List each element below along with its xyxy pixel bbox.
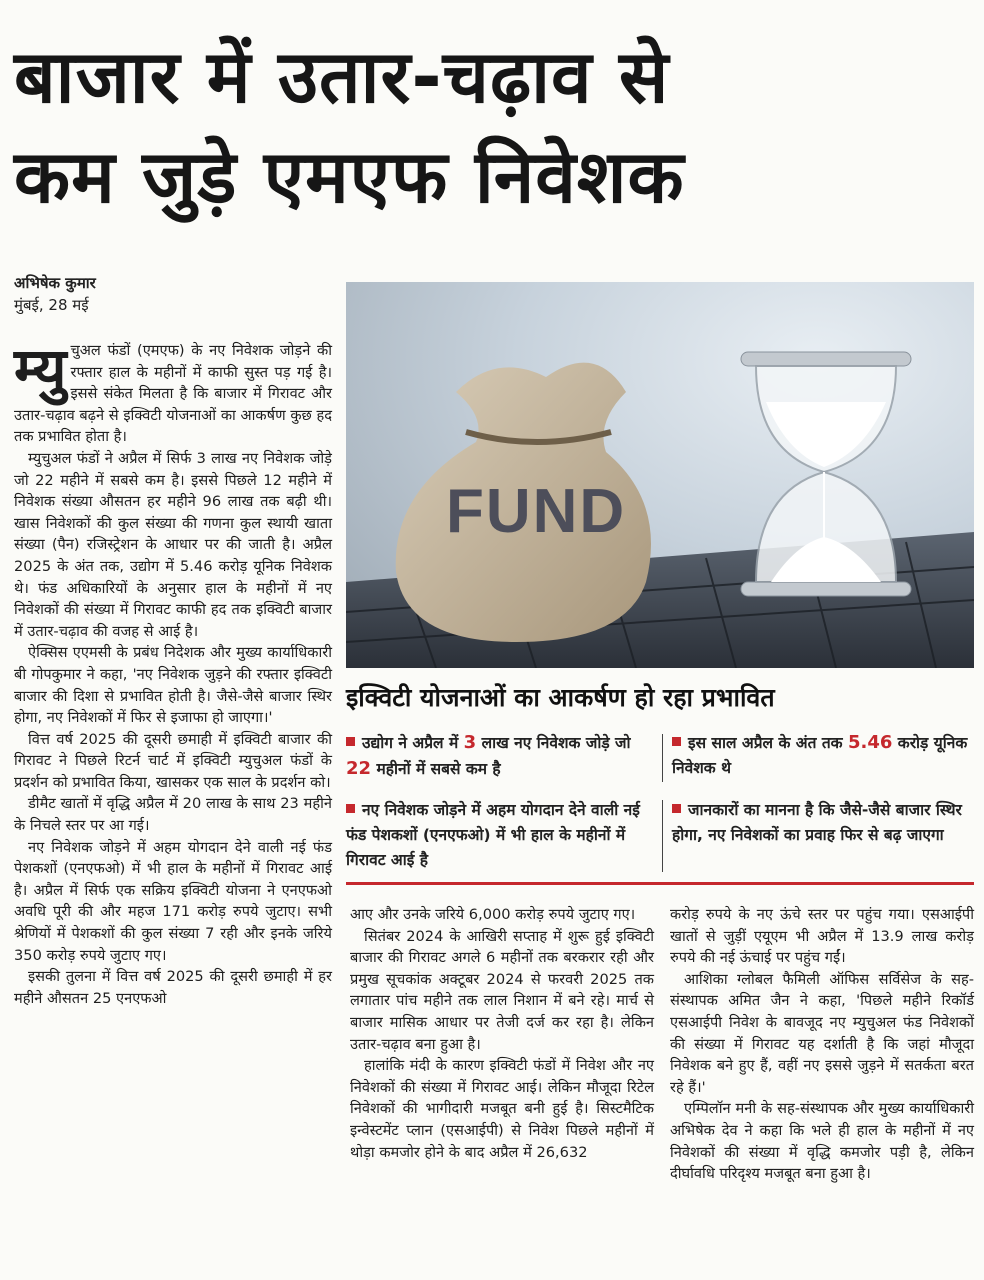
photo-illustration [346, 282, 974, 668]
article-paragraph: करोड़ रुपये के नए ऊंचे स्तर पर पहुंच गया। एसआईपी खातों से जुड़ीं एयूएम भी अप्रैल में 13.9 लाख करोड़ रुपये की नई ऊंचाई पर पहुंच गईं। [670, 906, 974, 967]
article-column-1 [14, 335, 332, 1009]
section-rule [346, 882, 974, 885]
article-paragraph: नए निवेशक जोड़ने में अहम योगदान देने वाली नई फंड पेशकशों (एनएफओ) में भी हाल के महीनों में गिरावट आई है। अप्रैल में सिर्फ एक सक्रिय इक्विटी योजना ने एनएफओ अवधि पूरी की और महज 171 करोड़ रुपये जुटाए। सभी श्रेणियों में पेशकशों की कुल संख्या 7 रही और इनके जरिये 350 करोड़ रुपये जुटाए गए। [14, 838, 332, 964]
bag-fund-text: FUND [446, 477, 627, 546]
headline [14, 28, 974, 228]
article-column-3 [670, 904, 974, 1185]
bullet-square-icon [672, 737, 681, 746]
article-column-2 [350, 904, 654, 1163]
headline-line-2: कम जुड़े एमएफ निवेशक [14, 135, 685, 220]
highlight-divider [662, 800, 663, 872]
headline-line-1: बाजार में उतार-चढ़ाव से [14, 35, 670, 120]
highlights-title: इक्विटी योजनाओं का आकर्षण हो रहा प्रभावित [346, 683, 775, 712]
highlight-bullet-2: इस साल अप्रैल के अंत तक 5.46 करोड़ यूनिक निवेशक थे [672, 732, 968, 777]
drop-cap: म्यु [14, 335, 67, 403]
article-paragraph: म्युचुअल फंडों ने अप्रैल में सिर्फ 3 लाख नए निवेशक जोड़े जो 22 महीने में सबसे कम है। इससे पिछले 12 महीने में निवेशक संख्या औसतन हर महीने 96 लाख तक बढ़ी थी। खास निवेशकों की कुल संख्या की गणना कुल स्थायी खाता संख्या (पैन) रजिस्ट्रेशन के आधार पर की जाती है। अप्रैल 2025 के अंत तक, उद्योग में 5.46 करोड़ यूनिक निवेशक थे। फंड अधिकारियों के अनुसार हाल के महीनों में नए निवेशकों की संख्या में गिरावट काफी हद तक इक्विटी बाजार में उतार-चढ़ाव की वजह से आई है। [14, 449, 332, 640]
article-paragraph: इसकी तुलना में वित्त वर्ष 2025 की दूसरी छमाही में हर महीने औसतन 25 एनएफओ [14, 968, 332, 1007]
bullet-square-icon [672, 804, 681, 813]
highlight-bullet-4: जानकारों का मानना है कि जैसे-जैसे बाजार स्थिर होगा, नए निवेशकों का प्रवाह फिर से बढ़ जाएगा [672, 801, 962, 844]
article-paragraph: म्यु चुअल फंडों (एमएफ) के नए निवेशक जोड़ने की रफ्तार हाल के महीनों में काफी सुस्त पड़ गई है। इससे संकेत मिलता है कि बाजार में गिरावट और उतार-चढ़ाव बढ़ने से इक्विटी योजनाओं का आकर्षण कुछ हद तक प्रभावित होता है। [14, 335, 332, 446]
article-paragraph: वित्त वर्ष 2025 की दूसरी छमाही में इक्विटी बाजार की गिरावट ने पिछले रिटर्न चार्ट में इक्विटी म्युचुअल फंडों के प्रदर्शन को प्रभावित किया, खासकर एक साल के प्रदर्शन को। [14, 730, 332, 791]
byline-author: अभिषेक कुमार [14, 274, 96, 292]
byline-dateline: मुंबई, 28 मई [14, 296, 89, 314]
article-paragraph: एम्पिलॉन मनी के सह-संस्थापक और मुख्य कार्याधिकारी अभिषेक देव ने कहा कि भले ही हाल के महीनों में नए निवेशकों की संख्या में वृद्धि कमजोर पड़ी है, लेकिन दीर्घावधि परिदृश्य मजबूत बना हुआ है। [670, 1100, 974, 1183]
bullet-square-icon [346, 804, 355, 813]
article-paragraph: ऐक्सिस एएमसी के प्रबंध निदेशक और मुख्य कार्याधिकारी बी गोपकुमार ने कहा, 'नए निवेशक जुड़ने की रफ्तार इक्विटी बाजार की दिशा से प्रभावित होती है। जैसे-जैसे बाजार स्थिर होगा, नए निवेशकों में फिर से इजाफा हो जाएगा।' [14, 644, 332, 727]
bullet-square-icon [346, 737, 355, 746]
article-paragraph: सितंबर 2024 के आखिरी सप्ताह में शुरू हुई इक्विटी बाजार की गिरावट अगले 6 महीनों तक बरकरार रही और प्रमुख सूचकांक अक्टूबर 2024 से फरवरी 2025 तक लगातार पांच महीने तक लाल निशान में बने रहे। मार्च से बाजार मासिक आधार पर तेजी दर्ज कर रहा है। लेकिन उतार-चढ़ाव बना हुआ है। [350, 927, 654, 1053]
article-paragraph: आशिका ग्लोबल फैमिली ऑफिस सर्विसेज के सह-संस्थापक अमित जैन ने कहा, 'पिछले महीने रिकॉर्ड एसआईपी निवेश के बावजूद नए म्युचुअल फंड निवेशकों की संख्या में गिरावट यह दर्शाती है कि जहां मौजूदा निवेशक बने हुए हैं, वहीं नए इससे जुड़ने में सतर्कता बरत रहे हैं।' [670, 970, 974, 1096]
article-paragraph: आए और उनके जरिये 6,000 करोड़ रुपये जुटाए गए। [350, 906, 636, 923]
article-paragraph: हालांकि मंदी के कारण इक्विटी फंडों में निवेश और नए निवेशकों की संख्या में गिरावट आई। लेकिन मौजूदा रिटेल निवेशकों की भागीदारी मजबूत बनी हुई है। सिस्टमैटिक इन्वेस्टमेंट प्लान (एसआईपी) से निवेश पिछले महीनों में थोड़ा कमजोर होने के बाद अप्रैल में 26,632 [350, 1057, 654, 1161]
article-paragraph: डीमैट खातों में वृद्धि अप्रैल में 20 लाख के साथ 23 महीने के निचले स्तर पर आ गई। [14, 795, 332, 835]
fund-bag-hourglass-photo [346, 282, 974, 668]
byline [14, 272, 334, 316]
highlight-bullet-3: नए निवेशक जोड़ने में अहम योगदान देने वाली नई फंड पेशकशों (एनएफओ) में भी हाल के महीनों में गिरावट आई है [346, 801, 640, 869]
hourglass [741, 352, 911, 596]
highlight-bullet-1: उद्योग ने अप्रैल में 3 लाख नए निवेशक जोड़े जो 22 महीनों में सबसे कम है [346, 732, 631, 779]
highlight-divider [662, 734, 663, 782]
